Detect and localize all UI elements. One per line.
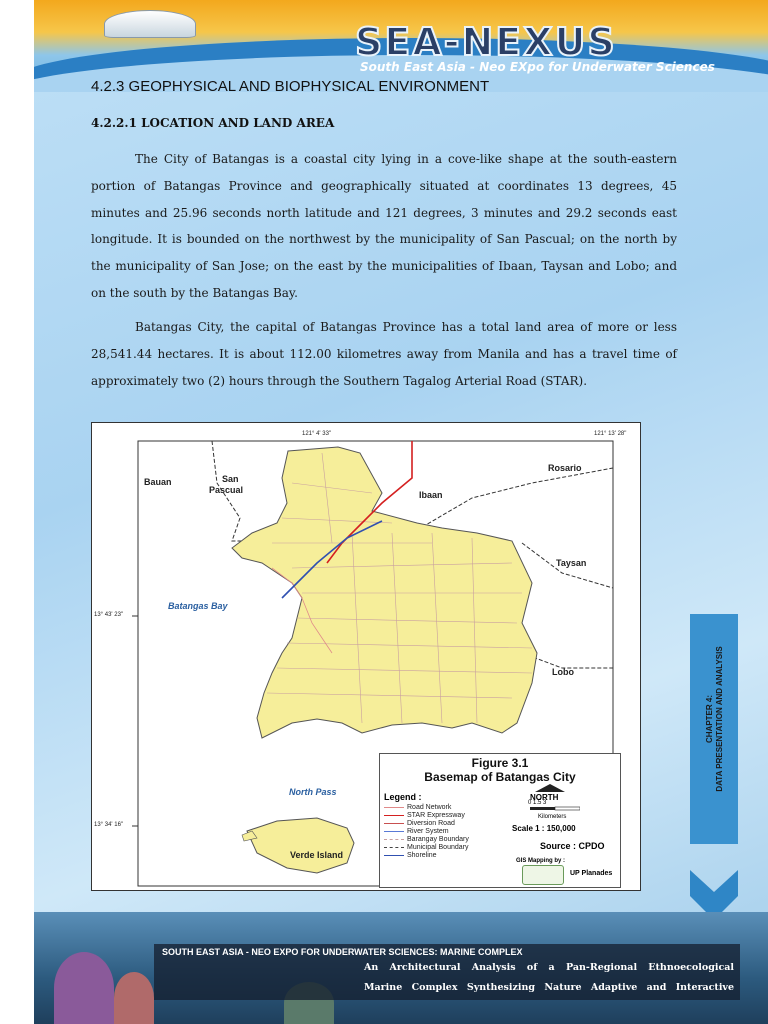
scale-ticks: 0 1.5 3	[528, 800, 547, 806]
up-planades-label: UP Planades	[570, 870, 613, 877]
coral-decoration	[114, 972, 154, 1024]
legend-label: Municipal Boundary	[407, 844, 469, 851]
coral-decoration	[54, 952, 114, 1024]
legend-swatch	[384, 831, 404, 832]
north-label: NORTH	[530, 793, 559, 802]
logo-text: SEA-NEXUS	[355, 20, 617, 64]
legend-item	[384, 804, 451, 811]
section-heading: 4.2.3 GEOPHYSICAL AND BIOPHYSICAL ENVIRONMENT	[91, 78, 490, 95]
footer-subtitle-line1: An Architectural Analysis of a Pan-Regional Ethnoecological	[364, 962, 734, 973]
label-verde-island: Verde Island	[290, 850, 344, 860]
label-north-pass: North Pass	[289, 787, 337, 797]
coord-left-lower: 13° 34' 16"	[94, 822, 124, 828]
map-legend	[379, 753, 621, 888]
coord-top-right: 121° 13' 28"	[594, 431, 627, 437]
logo-tagline: South East Asia - Neo EXpo for Underwater Sciences	[360, 60, 715, 74]
legend-label: River System	[407, 828, 449, 835]
legend-swatch	[384, 839, 404, 840]
legend-label: Shoreline	[407, 852, 437, 859]
figure-number: Figure 3.1	[471, 756, 529, 770]
coord-left-upper: 13° 43' 23"	[94, 612, 124, 618]
source-label: Source : CPDO	[540, 841, 605, 851]
legend-item	[384, 828, 449, 835]
footer-subtitle-line2: Marine Complex Synthesizing Nature Adaptive and Interactive	[364, 982, 734, 993]
legend-label: Barangay Boundary	[407, 836, 469, 843]
paragraph-land-area	[91, 314, 677, 394]
legend-label: Diversion Road	[407, 820, 455, 827]
label-rosario: Rosario	[548, 463, 582, 473]
kilometers-label: Kilometers	[538, 814, 567, 820]
legend-item	[384, 812, 465, 819]
legend-swatch	[384, 815, 404, 816]
scale-bar-icon	[530, 806, 580, 812]
basemap-figure	[91, 422, 641, 891]
north-arrow-icon	[535, 784, 565, 792]
subsection-heading: 4.2.2.1 LOCATION AND LAND AREA	[91, 116, 335, 130]
chapter-tab-text	[705, 619, 725, 819]
chapter-number: CHAPTER 4:	[705, 695, 714, 744]
legend-swatch	[384, 807, 404, 808]
label-lobo: Lobo	[552, 667, 574, 677]
paragraph-location-text: The City of Batangas is a coastal city lying in a cove-like shape at the south-eastern portion of Batangas Province and geographically situated at coordinates 13 degrees, 45 minutes and 25.96 seconds north latitude and 121 degrees, 3 minutes and 29.2 seconds east longitude. It is bounded on the northwest by the municipality of San Pascual; on the north by the municipality of San Jose; on the east by the municipalities of Ibaan, Taysan and Lobo; and on the south by the Batangas Bay.	[91, 152, 677, 300]
label-pascual: Pascual	[209, 485, 244, 495]
scale-label: Scale 1 : 150,000	[512, 824, 576, 833]
legend-title: Legend :	[384, 792, 422, 802]
dome-building-icon	[104, 10, 196, 38]
page-margin	[0, 0, 34, 1024]
coord-top-left: 121° 4' 33"	[302, 431, 332, 437]
chapter-title: DATA PRESENTATION AND ANALYSIS	[715, 646, 724, 792]
label-bauan: Bauan	[144, 477, 172, 487]
legend-swatch	[384, 823, 404, 824]
figure-title: Basemap of Batangas City	[424, 770, 576, 784]
legend-label: Road Network	[407, 804, 452, 811]
legend-label: STAR Expressway	[407, 812, 465, 819]
gis-credit-label: GIS Mapping by :	[516, 858, 565, 864]
paragraph-location	[91, 146, 677, 307]
up-planades-logo-icon	[522, 865, 564, 885]
chapter-tab	[690, 614, 738, 844]
legend-item	[384, 844, 468, 851]
label-batangas-bay: Batangas Bay	[168, 601, 228, 611]
label-taysan: Taysan	[556, 558, 587, 568]
legend-item	[384, 820, 455, 827]
paragraph-land-area-text: Batangas City, the capital of Batangas Province has a total land area of more or less 28,541.44 hectares. It is about 112.00 kilometres away from Manila and has a travel time of approximately two (2) hours through the Southern Tagalog Arterial Road (STAR).	[91, 320, 677, 388]
footer-title: SOUTH EAST ASIA - NEO EXPO FOR UNDERWATER SCIENCES: MARINE COMPLEX	[162, 947, 523, 957]
legend-item	[384, 836, 469, 843]
legend-swatch	[384, 847, 404, 848]
label-san: San	[222, 474, 239, 484]
legend-swatch	[384, 855, 404, 856]
legend-item	[384, 852, 437, 859]
label-ibaan: Ibaan	[419, 490, 443, 500]
